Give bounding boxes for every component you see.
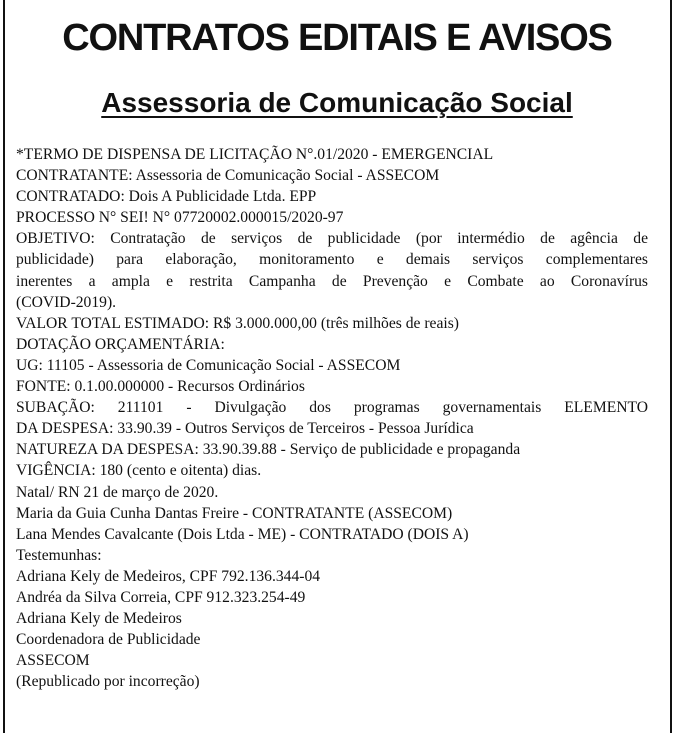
contratante-line: CONTRATANTE: Assessoria de Comunicação Social - ASSECOM bbox=[16, 167, 440, 185]
notice-body bbox=[16, 144, 648, 692]
objetivo-line-3: inerentes a ampla e restrita Campanha de Prevenção e Combate ao Coronavírus bbox=[16, 272, 648, 290]
witness-1: Adriana Kely de Medeiros, CPF 792.136.344-04 bbox=[16, 567, 321, 585]
objetivo-line-2: publicidade) para elaboração, monitoramento e demais serviços complementares bbox=[16, 251, 648, 269]
term-line: *TERMO DE DISPENSA DE LICITAÇÃO N°.01/2020 - EMERGENCIAL bbox=[16, 146, 494, 163]
witness-2: Andréa da Silva Correia, CPF 912.323.254-49 bbox=[16, 588, 306, 606]
dotacao-line: DOTAÇÃO ORÇAMENTÁRIA: bbox=[16, 335, 225, 353]
section-headline: CONTRATOS EDITAIS E AVISOS bbox=[62, 17, 612, 59]
vigencia-line: VIGÊNCIA: 180 (cento e oitenta) dias. bbox=[16, 462, 262, 480]
agency-title bbox=[0, 85, 674, 121]
subacao-line-1: SUBAÇÃO: 211101 - Divulgação dos programas governamentais ELEMENTO bbox=[16, 399, 648, 417]
signer-role: Coordenadora de Publicidade bbox=[16, 631, 201, 649]
republication-note: (Republicado por incorreção) bbox=[16, 673, 200, 691]
signer-agency: ASSECOM bbox=[16, 652, 90, 670]
valor-line: VALOR TOTAL ESTIMADO: R$ 3.000.000,00 (três milhões de reais) bbox=[16, 314, 459, 332]
ug-line: UG: 11105 - Assessoria de Comunicação Social - ASSECOM bbox=[16, 356, 401, 374]
contratado-line: CONTRATADO: Dois A Publicidade Ltda. EPP bbox=[16, 188, 317, 206]
objetivo-line-1: OBJETIVO: Contratação de serviços de publicidade (por intermédio de agência de bbox=[16, 230, 648, 248]
fonte-line: FONTE: 0.1.00.000000 - Recursos Ordinários bbox=[16, 378, 305, 396]
local-data-line: Natal/ RN 21 de março de 2020. bbox=[16, 483, 219, 501]
signer-name: Adriana Kely de Medeiros bbox=[16, 610, 182, 628]
natureza-line: NATUREZA DA DESPESA: 33.90.39.88 - Serviço de publicidade e propaganda bbox=[16, 441, 521, 459]
objetivo-line-4: (COVID-2019). bbox=[16, 293, 117, 311]
contratado-signature: Lana Mendes Cavalcante (Dois Ltda - ME) - CONTRATADO (DOIS A) bbox=[16, 525, 469, 543]
contratante-signature: Maria da Guia Cunha Dantas Freire - CONTRATANTE (ASSECOM) bbox=[16, 504, 453, 522]
subacao-line-2: DA DESPESA: 33.90.39 - Outros Serviços de Terceiros - Pessoa Jurídica bbox=[16, 420, 474, 438]
agency-title-text: Assessoria de Comunicação Social bbox=[101, 87, 573, 118]
testemunhas-label: Testemunhas: bbox=[16, 546, 102, 564]
processo-line: PROCESSO N° SEI! N° 07720002.000015/2020-97 bbox=[16, 209, 344, 227]
